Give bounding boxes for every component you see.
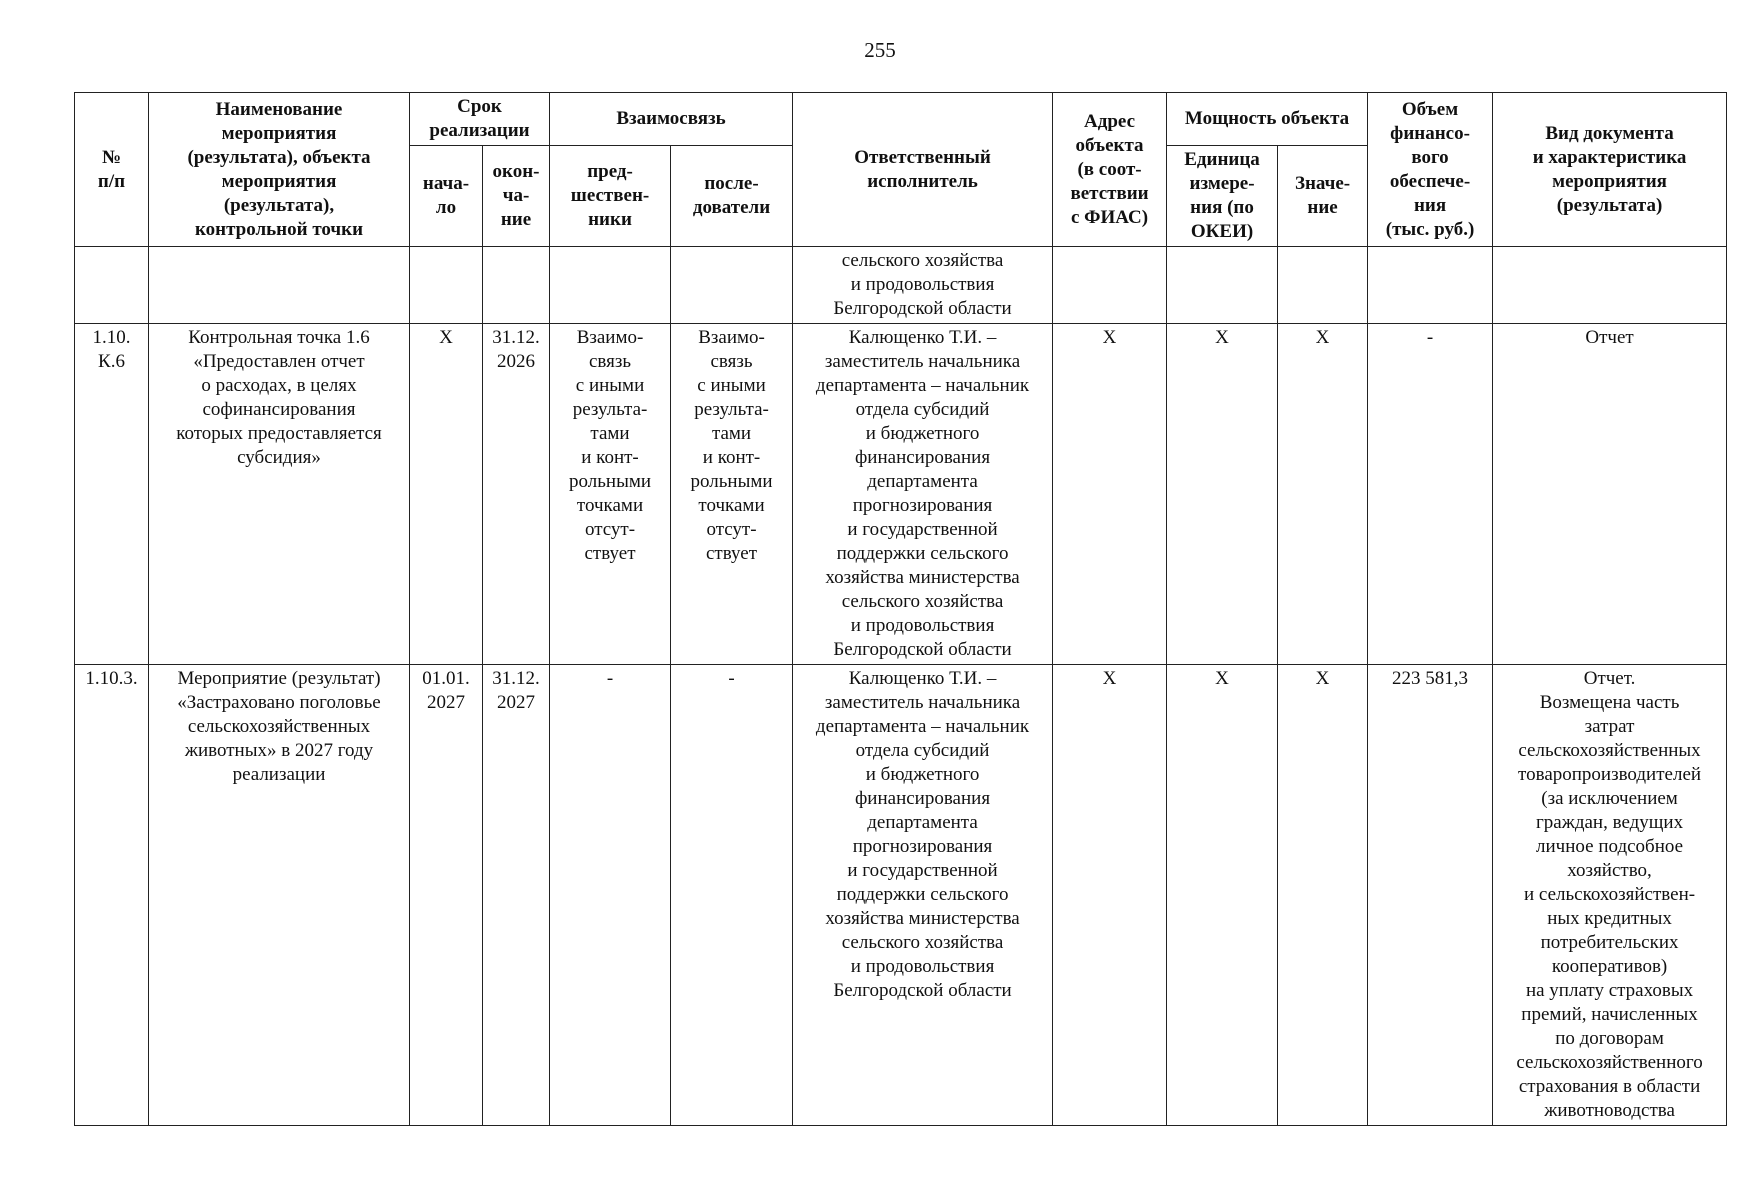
text-line: Взаимо- bbox=[576, 327, 644, 348]
header-funding bbox=[1368, 93, 1493, 247]
header-predecessors bbox=[550, 146, 671, 247]
text-line: и бюджетного bbox=[865, 423, 980, 444]
cell-empty bbox=[1167, 247, 1278, 324]
text-line: (в соот- bbox=[1077, 158, 1142, 180]
cell-funding: - bbox=[1368, 324, 1493, 665]
text-line: Белгородской области bbox=[833, 639, 1012, 660]
text-line: и продовольствия bbox=[850, 274, 995, 295]
text-line: и характеристика bbox=[1532, 146, 1687, 168]
header-end bbox=[483, 146, 550, 247]
text-line: шествен- bbox=[570, 185, 650, 206]
text-line: сельскохозяйственного bbox=[1516, 1052, 1703, 1073]
text-line: «Застраховано поголовье bbox=[177, 692, 381, 713]
text-line: с ФИАС) bbox=[1070, 206, 1149, 228]
text-line: точками bbox=[698, 495, 765, 516]
text-line: о расходах, в целях bbox=[201, 375, 357, 396]
text-line: Значе- bbox=[1294, 173, 1351, 194]
text-line: животных» в 2027 году bbox=[184, 740, 374, 761]
text-line: заместитель начальника bbox=[824, 351, 1021, 372]
text-line: 31.12. bbox=[492, 327, 540, 348]
text-line: 1.10. bbox=[92, 327, 131, 348]
text-line: Объем bbox=[1401, 98, 1459, 120]
text-line: ние bbox=[500, 209, 532, 230]
text-line: связь bbox=[710, 351, 753, 372]
text-line: которых предоставляется bbox=[176, 423, 382, 444]
text-line: и бюджетного bbox=[865, 764, 980, 785]
cell-start bbox=[410, 665, 483, 1126]
cell-successors bbox=[671, 324, 793, 665]
cell-empty bbox=[410, 247, 483, 324]
text-line: отсут- bbox=[706, 519, 757, 540]
text-line: затрат bbox=[1584, 716, 1635, 737]
text-line: Вид документа bbox=[1545, 122, 1674, 144]
text-line: 01.01. bbox=[422, 668, 470, 689]
text-line: (результата) bbox=[1556, 194, 1663, 216]
text-line: после- bbox=[704, 173, 759, 194]
cell-unit: X bbox=[1167, 324, 1278, 665]
text-line: отдела субсидий bbox=[855, 740, 990, 761]
cell-successors bbox=[671, 665, 793, 1126]
text-line: пред- bbox=[587, 161, 633, 182]
cell-start: X bbox=[410, 324, 483, 665]
cell-empty bbox=[149, 247, 410, 324]
cell-doc bbox=[1493, 665, 1727, 1126]
text-line: страхования в области bbox=[1518, 1076, 1701, 1097]
text-line: животноводства bbox=[1544, 1100, 1675, 1121]
text-line: поддержки сельского bbox=[836, 884, 1009, 905]
text-line: ние bbox=[1307, 197, 1338, 218]
cell-value: X bbox=[1278, 665, 1368, 1126]
text-line: с иными bbox=[575, 375, 645, 396]
text-line: (тыс. руб.) bbox=[1385, 218, 1475, 240]
cell-predecessors bbox=[550, 324, 671, 665]
text-line: Единица bbox=[1184, 149, 1260, 170]
text-line: К.6 bbox=[98, 351, 125, 372]
text-line: софинансирования bbox=[202, 399, 356, 420]
text-line: Наименование bbox=[215, 98, 343, 120]
text-line: и конт- bbox=[581, 447, 639, 468]
text-line: хозяйство, bbox=[1567, 860, 1652, 881]
cell-name bbox=[149, 324, 410, 665]
header-capacity: Мощность объекта bbox=[1167, 93, 1368, 146]
text-line: сельскохозяйственных bbox=[1518, 740, 1701, 761]
cell-end bbox=[483, 324, 550, 665]
cell-value: X bbox=[1278, 324, 1368, 665]
cell-name bbox=[149, 665, 410, 1126]
cell-end bbox=[483, 665, 550, 1126]
text-line: личное подсобное bbox=[1536, 836, 1684, 857]
text-line: дователи bbox=[692, 197, 771, 218]
text-line: мероприятия bbox=[221, 122, 337, 144]
text-line: премий, начисленных bbox=[1521, 1004, 1698, 1025]
text-line: исполнитель bbox=[867, 170, 978, 192]
text-line: сельскохозяйственных bbox=[187, 716, 371, 737]
text-line: поддержки сельского bbox=[836, 543, 1009, 564]
text-line: заместитель начальника bbox=[824, 692, 1021, 713]
text-line: реализации bbox=[429, 120, 530, 141]
cell-unit: X bbox=[1167, 665, 1278, 1126]
text-line: точками bbox=[576, 495, 644, 516]
text-line: прогнозирования bbox=[852, 495, 993, 516]
cell-empty bbox=[671, 247, 793, 324]
text-line: Ответственный bbox=[854, 146, 991, 168]
text-line: Взаимо- bbox=[698, 327, 765, 348]
text-line: финансирования bbox=[854, 788, 991, 809]
cell-responsible bbox=[793, 324, 1053, 665]
text-line: и сельскохозяйствен- bbox=[1523, 884, 1696, 905]
text-line: 1.10.3. bbox=[85, 668, 138, 689]
text-line: п/п bbox=[97, 170, 126, 192]
text-line: и государственной bbox=[847, 860, 998, 881]
text-line: департамента – начальник bbox=[815, 716, 1030, 737]
text-line: Отчет bbox=[1585, 327, 1634, 348]
text-line: реализации bbox=[232, 764, 326, 785]
text-line: результа- bbox=[694, 399, 769, 420]
text-line: ных кредитных bbox=[1547, 908, 1672, 929]
table-header-row bbox=[75, 93, 1727, 146]
cell-responsible bbox=[793, 247, 1053, 324]
text-line: по договорам bbox=[1555, 1028, 1664, 1049]
text-line: Белгородской области bbox=[833, 980, 1012, 1001]
header-start bbox=[410, 146, 483, 247]
text-line: мероприятия bbox=[1552, 170, 1667, 192]
text-line: результа- bbox=[572, 399, 648, 420]
header-successors bbox=[671, 146, 793, 247]
header-value bbox=[1278, 146, 1368, 247]
text-line: Белгородской области bbox=[833, 298, 1012, 319]
text-line: (результата), объекта bbox=[187, 146, 371, 168]
text-line: департамента bbox=[867, 471, 978, 492]
cell-empty bbox=[75, 247, 149, 324]
table-row bbox=[75, 324, 1727, 665]
cell-address: X bbox=[1053, 324, 1167, 665]
cell-address: X bbox=[1053, 665, 1167, 1126]
text-line: нача- bbox=[422, 173, 470, 194]
text-line: потребительских bbox=[1540, 932, 1679, 953]
header-doc bbox=[1493, 93, 1727, 247]
text-line: отдела субсидий bbox=[855, 399, 990, 420]
text-line: граждан, ведущих bbox=[1535, 812, 1684, 833]
text-line: ветствии bbox=[1070, 182, 1149, 204]
text-line: связь bbox=[588, 351, 632, 372]
cell-empty bbox=[483, 247, 550, 324]
text-line: товаропроизводителей bbox=[1518, 764, 1702, 785]
text-line: сельского хозяйства bbox=[841, 932, 1004, 953]
text-line: Отчет. bbox=[1583, 668, 1636, 689]
text-line: ло bbox=[435, 197, 457, 218]
header-responsible bbox=[793, 93, 1053, 247]
text-line: Контрольная точка 1.6 bbox=[188, 327, 370, 348]
text-line: ствует bbox=[584, 543, 636, 564]
text-line: мероприятия bbox=[221, 170, 337, 192]
cell-num bbox=[75, 665, 149, 1126]
activity-plan-table bbox=[74, 92, 1727, 1126]
text-line: и продовольствия bbox=[850, 615, 995, 636]
cell-empty bbox=[1278, 247, 1368, 324]
text-line: Калющенко Т.И. – bbox=[848, 668, 997, 689]
text-line: кооперативов) bbox=[1551, 956, 1668, 977]
text-line: ники bbox=[588, 209, 632, 230]
text-line: департамента – начальник bbox=[815, 375, 1030, 396]
text-line: Срок bbox=[457, 96, 502, 117]
header-unit bbox=[1167, 146, 1278, 247]
text-line: субсидия» bbox=[237, 447, 321, 468]
continuation-row bbox=[75, 247, 1727, 324]
text-line: на уплату страховых bbox=[1525, 980, 1694, 1001]
cell-empty bbox=[550, 247, 671, 324]
text-line: сельского хозяйства bbox=[841, 591, 1004, 612]
cell-num bbox=[75, 324, 149, 665]
text-line: ча- bbox=[502, 185, 530, 206]
text-line: объекта bbox=[1075, 134, 1144, 156]
text-line: тами bbox=[711, 423, 752, 444]
page-number: 255 bbox=[864, 38, 896, 62]
cell-empty bbox=[1053, 247, 1167, 324]
cell-empty bbox=[1368, 247, 1493, 324]
text-line: и конт- bbox=[702, 447, 761, 468]
text-line: вого bbox=[1411, 146, 1449, 168]
text-line: ния bbox=[1413, 194, 1447, 216]
text-line: и продовольствия bbox=[850, 956, 995, 977]
text-line: ния (по bbox=[1190, 197, 1254, 218]
text-line: 31.12. bbox=[492, 668, 540, 689]
text-line: и государственной bbox=[847, 519, 998, 540]
text-line: департамента bbox=[867, 812, 978, 833]
header-num bbox=[75, 93, 149, 247]
text-line: рольными bbox=[690, 471, 773, 492]
text-line: рольными bbox=[569, 471, 652, 492]
table-row bbox=[75, 665, 1727, 1126]
text-line: - bbox=[606, 668, 614, 689]
cell-empty bbox=[1493, 247, 1727, 324]
text-line: финансирования bbox=[854, 447, 991, 468]
text-line: 2027 bbox=[427, 692, 465, 713]
text-line: «Предоставлен отчет bbox=[193, 351, 365, 372]
header-address bbox=[1053, 93, 1167, 247]
text-line: - bbox=[728, 668, 735, 689]
text-line: окон- bbox=[492, 161, 540, 182]
text-line: ствует bbox=[706, 543, 758, 564]
text-line: 2027 bbox=[497, 692, 535, 713]
text-line: обеспече- bbox=[1389, 170, 1471, 192]
text-line: ОКЕИ) bbox=[1190, 221, 1254, 242]
cell-responsible bbox=[793, 665, 1053, 1126]
text-line: 2026 bbox=[497, 351, 535, 372]
text-line: контрольной точки bbox=[194, 218, 364, 240]
text-line: Адрес bbox=[1084, 110, 1136, 132]
text-line: отсут- bbox=[584, 519, 636, 540]
header-term bbox=[410, 93, 550, 146]
text-line: измере- bbox=[1189, 173, 1255, 194]
cell-funding: 223 581,3 bbox=[1368, 665, 1493, 1126]
text-line: хозяйства министерства bbox=[825, 908, 1020, 929]
text-line: тами bbox=[590, 423, 630, 444]
text-line: (результата), bbox=[223, 194, 335, 216]
text-line: (за исключением bbox=[1541, 788, 1678, 809]
text-line: с иными bbox=[697, 375, 766, 396]
text-line: прогнозирования bbox=[852, 836, 993, 857]
header-name bbox=[149, 93, 410, 247]
text-line: Мероприятие (результат) bbox=[177, 668, 381, 689]
cell-predecessors bbox=[550, 665, 671, 1126]
header-relation: Взаимосвязь bbox=[550, 93, 793, 146]
text-line: финансо- bbox=[1390, 122, 1470, 144]
text-line: № bbox=[101, 146, 122, 168]
text-line: хозяйства министерства bbox=[825, 567, 1020, 588]
text-line: Калющенко Т.И. – bbox=[848, 327, 997, 348]
cell-doc bbox=[1493, 324, 1727, 665]
text-line: Возмещена часть bbox=[1539, 692, 1680, 713]
text-line: сельского хозяйства bbox=[841, 250, 1004, 271]
